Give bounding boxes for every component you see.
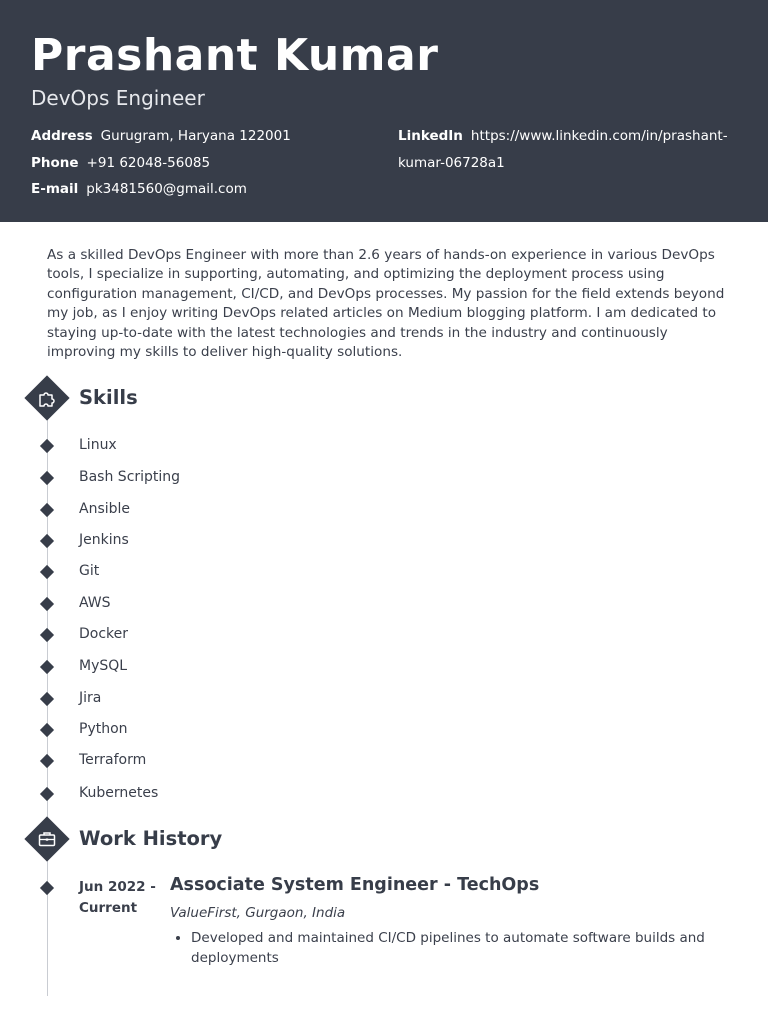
skill-bullet [40,754,54,768]
skill-item: Terraform [79,752,147,768]
contact-info-left [31,123,371,203]
skill-item: Git [79,563,100,579]
skill-item: MySQL [79,658,128,674]
address-label: Address [31,128,93,144]
skill-bullet [40,565,54,579]
puzzle-icon [37,388,57,408]
linkedin-label: LinkedIn [398,128,463,144]
job-bullet [40,881,54,895]
work-history-heading: Work History [79,827,223,850]
skill-bullet [40,597,54,611]
resume-header [0,0,768,222]
skills-section-icon [24,375,69,420]
skill-item: Ansible [79,501,131,517]
skill-bullet [40,660,54,674]
skill-item: Kubernetes [79,785,159,801]
skill-bullet [40,534,54,548]
skill-item: Python [79,721,128,737]
address-value: Gurugram, Haryana 122001 [100,128,291,144]
skill-bullet [40,439,54,453]
skill-item: Linux [79,437,117,453]
phone-value: +91 62048-56085 [86,154,211,171]
skill-item: Jenkins [79,532,129,548]
candidate-name: Prashant Kumar [31,30,439,81]
skill-bullet [40,723,54,737]
job-role: Associate System Engineer - TechOps [170,875,540,895]
skill-bullet [40,692,54,706]
job-dates [79,877,169,919]
skill-bullet [40,471,54,485]
candidate-title: DevOps Engineer [31,86,205,110]
job-company: ValueFirst, Gurgaon, India [170,905,346,921]
professional-summary: As a skilled DevOps Engineer with more than 2.6 years of hands-on experience in various DevOps tools, I specialize in supporting, automating, and optimizing the deployment process using configuration management, CI/CD, and DevOps processes. My passion for the field extends beyond my job, as I enjoy writing DevOps related articles on Medium blogging platform. I am dedicated to staying up-to-date with the latest technologies and trends in the industry and continuously improving my skills to deliver high-quality solutions. [47,247,725,361]
phone-label: Phone [31,154,79,171]
briefcase-icon [37,829,57,849]
address-row [31,123,371,150]
skills-heading: Skills [79,386,138,409]
skill-bullet [40,628,54,642]
skill-bullet [40,503,54,517]
job-duties [170,929,751,968]
skill-item: Docker [79,626,129,642]
phone-row [31,150,371,177]
linkedin-link[interactable]: https://www.linkedin.com/in/prashant-kumar-06728a1 [398,128,728,171]
work-history-section-icon [24,816,69,861]
contact-info-right [398,123,743,176]
skill-item: AWS [79,595,111,611]
job-duty-item: • Developed and maintained CI/CD pipelines to automate software builds and deployments [191,929,751,968]
job-date-end: Current [79,900,138,916]
email-label: E-mail [31,181,79,197]
job-date-start: Jun 2022 - [79,879,156,895]
skill-item: Jira [79,690,102,706]
skill-item: Bash Scripting [79,469,181,485]
skill-bullet [40,787,54,801]
email-row [31,176,371,203]
email-value[interactable]: pk3481560@gmail.com [86,181,247,197]
